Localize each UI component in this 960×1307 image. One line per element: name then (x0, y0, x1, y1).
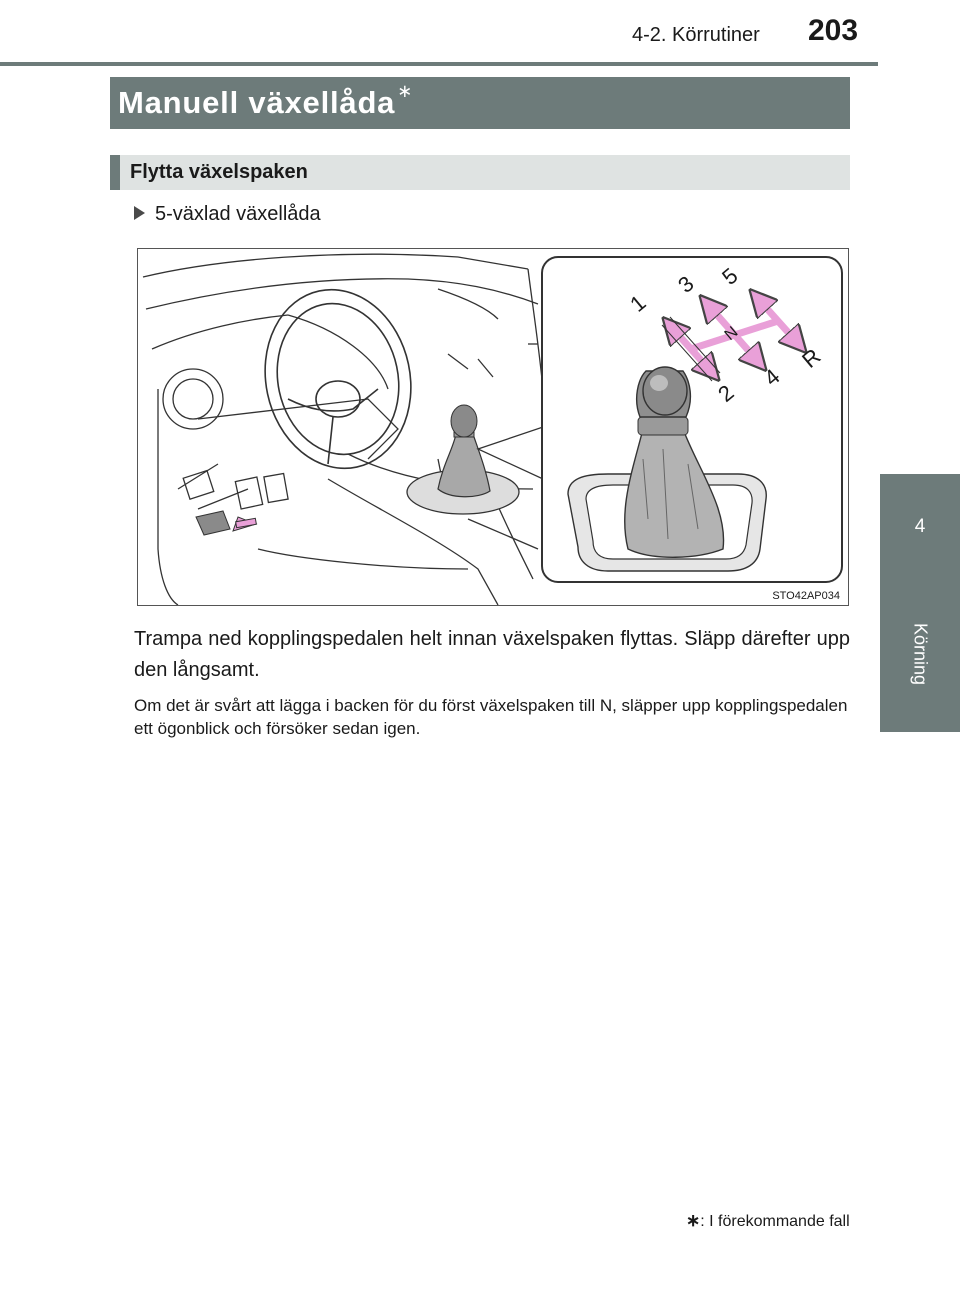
header-rule (0, 62, 878, 66)
instruction-paragraph: Trampa ned kopplingspedalen helt innan växelspaken flyttas. Släpp därefter upp den långsamt. (134, 628, 850, 681)
footnote-marker: ∗ (686, 1211, 701, 1230)
gear-label-4: 4 (759, 363, 785, 391)
gear-label-2: 2 (713, 379, 739, 407)
callout-pointer (478, 427, 543, 479)
gear-label-r: R (797, 343, 826, 373)
bullet-item (134, 203, 321, 226)
gearshift-drawing (138, 249, 848, 605)
dashboard-lineart (143, 254, 543, 605)
page-title-text: Manuell växellåda (118, 85, 396, 120)
chapter-label: Körning (910, 622, 931, 686)
chapter-number: 4 (914, 516, 926, 537)
gear-label-5: 5 (717, 262, 743, 290)
note-paragraph: Om det är svårt att lägga i backen för du först växelspaken till N, släpper upp kopplingspedalen ett ögonblick och försöker sedan igen. (134, 696, 848, 738)
steering-wheel (249, 276, 427, 482)
gear-label-n: N (721, 323, 742, 345)
chapter-side-tab (880, 474, 960, 732)
footnote-text: : I förekommande fall (700, 1213, 850, 1230)
subsection-bar (110, 155, 850, 190)
title-marker: ∗ (397, 81, 414, 101)
page-title (118, 81, 414, 121)
figure-code: STO42AP034 (772, 590, 840, 602)
gear-label-1: 1 (625, 289, 651, 317)
subsection-heading: Flytta växelspaken (130, 161, 308, 183)
triangle-bullet-icon (134, 206, 145, 220)
section-label: 4-2. Körrutiner (632, 24, 760, 46)
title-bar (110, 77, 850, 129)
page-number: 203 (808, 14, 859, 47)
footnote (686, 1211, 850, 1231)
chapter-label-wrap (900, 584, 940, 724)
clutch-pedal (196, 511, 256, 535)
bullet-text: 5-växlad växellåda (155, 203, 321, 225)
gearshift-illustration (137, 248, 849, 606)
gear-label-3: 3 (673, 270, 699, 298)
